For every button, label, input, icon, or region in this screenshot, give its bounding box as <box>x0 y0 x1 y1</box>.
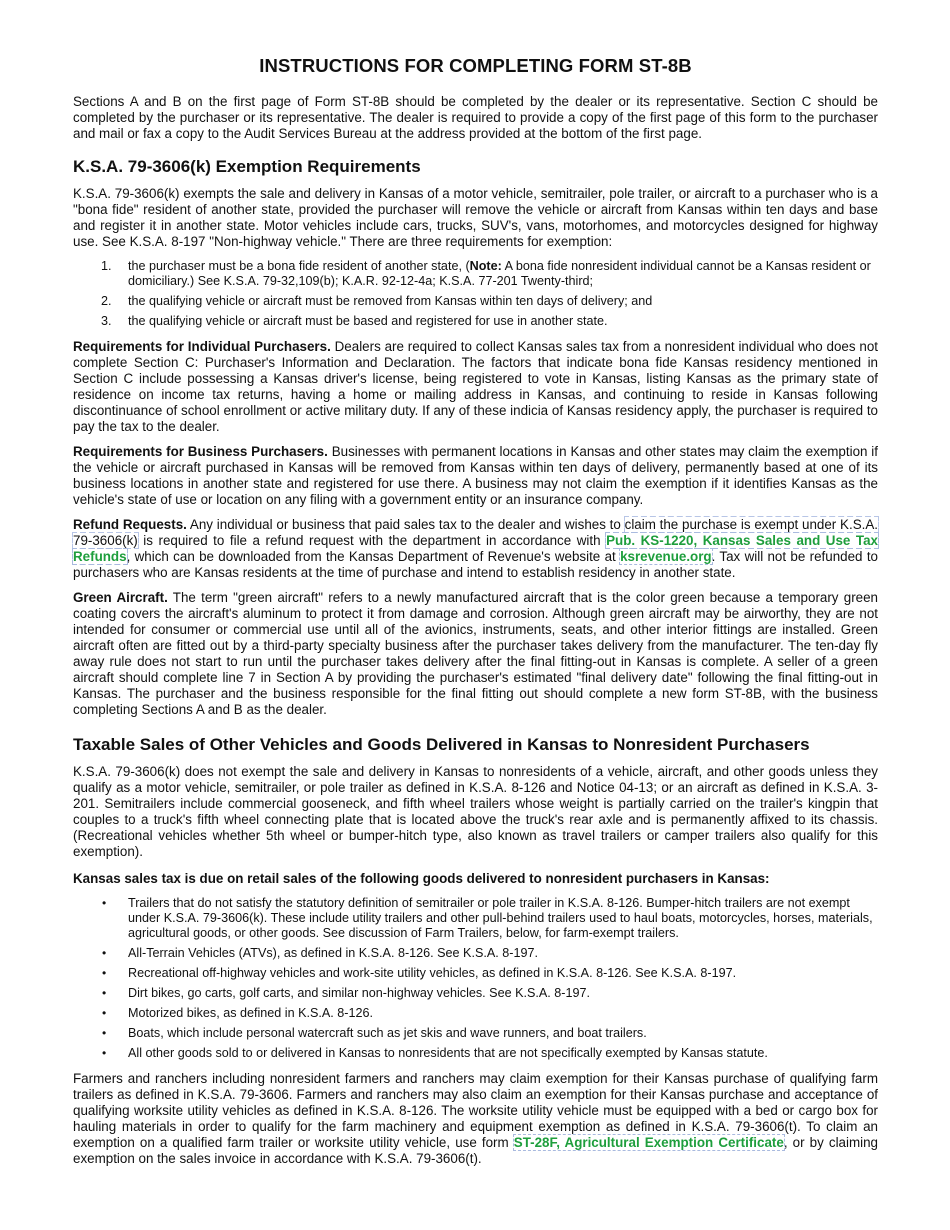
list-item: • Recreational off-highway vehicles and work-site utility vehicles, as defined in K.S.A. 8-126. See K.S.A. 8-197. <box>102 966 737 980</box>
green-aircraft-label: Green Aircraft. <box>73 590 168 605</box>
list-item: • Motorized bikes, as defined in K.S.A. 8-126. <box>102 1006 374 1020</box>
section-heading-taxable-sales: Taxable Sales of Other Vehicles and Goods Delivered in Kansas to Nonresident Purchasers <box>73 735 810 754</box>
taxable-goods-list <box>73 896 878 1061</box>
refund-requests-label: Refund Requests. <box>73 517 187 532</box>
farmers-ranchers-paragraph: Farmers and ranchers including nonresident farmers and ranchers may claim exemption for their Kansas purchase of qualifying farm trailers as defined in K.S.A. 79-3606. Farmers and ranchers may also claim an exemption for their Kansas purchase and acceptance of qualifying worksite utility vehicles as defined in K.S.A. 8-126. The worksite utility vehicle must be equipped with a bed or cargo box for hauling materials in order to qualify for the farm machinery and equipment exemption as defined in K.S.A. 79-3606(t). To claim an exemption on a qualified farm trailer or worksite utility vehicle, use form ST-28F, Agricultural Exemption Certificate, or by claiming exemption on the sales invoice in accordance with K.S.A. 79-3606(t). <box>73 1071 879 1166</box>
ksrevenue-link[interactable]: ksrevenue.org <box>620 549 712 564</box>
individual-purchasers-paragraph: Requirements for Individual Purchasers. Dealers are required to collect Kansas sales tax from a nonresident individual who does not complete Section C: Purchaser's Information and Declaration. The factors that indicate bona fide Kansas residency mentioned in Section C include possessing a Kansas driver's license, being registered to vote in Kansas, listing Kansas as the primary state of residence on income tax returns, having a home or mailing address in Kansas, and continuing to reside in Kansas following discontinuance of school enrollment or active military duty. If any of these indicia of Kansas residency apply, the purchaser is required to pay the tax to the dealer. <box>73 339 878 434</box>
section-heading-exemption-requirements: K.S.A. 79-3606(k) Exemption Requirements <box>73 157 421 176</box>
requirement-item-1: 1. the purchaser must be a bona fide resident of another state, (Note: A bona fide nonresident individual cannot be a Kansas resident or domiciliary.) See K.S.A. 79-32,109(b); K.A.R. 92-12-4a; K.S.A. 77-201 Twenty-third; <box>101 259 871 288</box>
annotated-text: claim the purchase is exempt under K.S.A. 79-3606(k) <box>73 517 878 548</box>
taxable-goods-subheading: Kansas sales tax is due on retail sales of the following goods delivered to nonresident purchasers in Kansas: <box>73 871 770 886</box>
taxable-sales-intro-paragraph: K.S.A. 79-3606(k) does not exempt the sale and delivery in Kansas to nonresidents of a vehicle, aircraft, and other goods unless they qualify as a motor vehicle, semitrailer, or pole trailer as defined in K.S.A. 8-126 and Notice 04-13; or an aircraft as defined in K.S.A. 3-201. Semitrailers include commercial gooseneck, and fifth wheel trailers whose weight is partially carried on the trailer's kingpin that couples to a truck's fifth wheel connecting plate that is located above the truck's rear axle and is permanently affixed to its chassis. (Recreational vehicles whether 5th wheel or bumper-hitch type, also known as travel trailers or camper trailers also qualify for this exemption). <box>73 764 878 859</box>
business-purchasers-label: Requirements for Business Purchasers. <box>73 444 328 459</box>
requirement-item-3: 3. the qualifying vehicle or aircraft must be based and registered for use in another state. <box>101 314 608 328</box>
list-number: 2. <box>101 294 112 308</box>
green-aircraft-paragraph: Green Aircraft. The term "green aircraft" refers to a newly manufactured aircraft that is the color green because a temporary green coating covers the aircraft's aluminum to protect it from damage and corrosion. Although green aircraft may be airworthy, they are not intended for consumer or commercial use until all of the avionics, instruments, seats, and other interior fittings are installed. Green aircraft often are fitted out by a third-party specialty business after the purchaser takes delivery from the manufacturer. The ten-day fly away rule does not start to run until the purchaser takes delivery after the final fitting-out in Kansas is complete. A seller of a green aircraft should complete line 7 in Section A by providing the purchaser's estimated "final delivery date" following the final fitting-out in Kansas. The purchaser and the business responsible for the final fitting out should complete a new form ST-8B, with the business completing Sections A and B as the dealer. <box>73 590 878 717</box>
list-item: • Trailers that do not satisfy the statutory definition of semitrailer or pole trailer in K.S.A. 8-126. Bumper-hitch trailers are not exempt under K.S.A. 79-3606(k). These include utility trailers and other pull-behind trailers used to haul boats, motorcycles, horses, materials, agricultural goods, or other goods. See discussion of Farm Trailers, below, for farm-exempt trailers. <box>102 896 873 940</box>
list-item: • Dirt bikes, go carts, golf carts, and similar non-highway vehicles. See K.S.A. 8-197. <box>102 986 590 1000</box>
bullet-icon: • <box>102 966 107 980</box>
exemption-intro-paragraph: K.S.A. 79-3606(k) exempts the sale and delivery in Kansas of a motor vehicle, semitrailer, pole trailer, or aircraft to a purchaser who is a "bona fide" resident of another state, provided the purchaser will remove the vehicle or aircraft from Kansas within ten days and base and register it in another state. Motor vehicles include cars, trucks, SUV's, vans, motorhomes, and motorcycles designed for highway use. See K.S.A. 8-197 "Non-highway vehicle." There are three requirements for exemption: <box>73 186 878 249</box>
refund-requests-paragraph: Refund Requests. Any individual or business that paid sales tax to the dealer and wishes to claim the purchase is exempt under K.S.A. 79-3606(k) is required to file a refund request with the department in accordance with Pub. KS-1220, Kansas Sales and Use Tax Refunds, which can be downloaded from the Kansas Department of Revenue's website at ksrevenue.org. Tax will not be refunded to purchasers who are Kansas residents at the time of purchase and intend to establish residency in another state. <box>73 517 878 580</box>
note-label: Note: <box>469 259 502 273</box>
list-item: • All other goods sold to or delivered in Kansas to nonresidents that are not specifically exempted by Kansas statute. <box>102 1046 768 1060</box>
bullet-icon: • <box>102 896 107 910</box>
bullet-icon: • <box>102 986 107 1000</box>
bullet-icon: • <box>102 1026 107 1040</box>
pub-ks-1220-link[interactable]: Pub. KS-1220, Kansas Sales and Use Tax Refunds <box>73 533 878 564</box>
list-item: • All-Terrain Vehicles (ATVs), as defined in K.S.A. 8-126. See K.S.A. 8-197. <box>102 946 538 960</box>
requirements-list <box>73 259 878 329</box>
list-item: • Boats, which include personal watercraft such as jet skis and wave runners, and boat trailers. <box>102 1026 647 1040</box>
list-number: 3. <box>101 314 112 328</box>
business-purchasers-paragraph: Requirements for Business Purchasers. Businesses with permanent locations in Kansas and other states may claim the exemption if the vehicle or aircraft purchased in Kansas will be removed from Kansas within ten days of delivery, permanently based at one of its business locations in another state and registered for use there. A business may not claim the exemption if it identifies Kansas as the vehicle's state of use or location on any filing with a government entity or an insurance company. <box>73 444 878 507</box>
intro-paragraph: Sections A and B on the first page of Form ST-8B should be completed by the dealer or its representative. Section C should be completed by the purchaser or its representative. The dealer is required to provide a copy of the first page of this form to the purchaser and mail or fax a copy to the Audit Services Bureau at the address provided at the bottom of the first page. <box>73 94 878 141</box>
requirement-item-2: 2. the qualifying vehicle or aircraft must be removed from Kansas within ten days of delivery; and <box>101 294 653 308</box>
bullet-icon: • <box>102 1006 107 1020</box>
list-number: 1. <box>101 259 112 273</box>
st-28f-link[interactable]: ST-28F, Agricultural Exemption Certificate <box>513 1135 784 1150</box>
bullet-icon: • <box>102 946 107 960</box>
bullet-icon: • <box>102 1046 107 1060</box>
page-title: INSTRUCTIONS FOR COMPLETING FORM ST-8B <box>259 55 692 76</box>
individual-purchasers-label: Requirements for Individual Purchasers. <box>73 339 331 354</box>
